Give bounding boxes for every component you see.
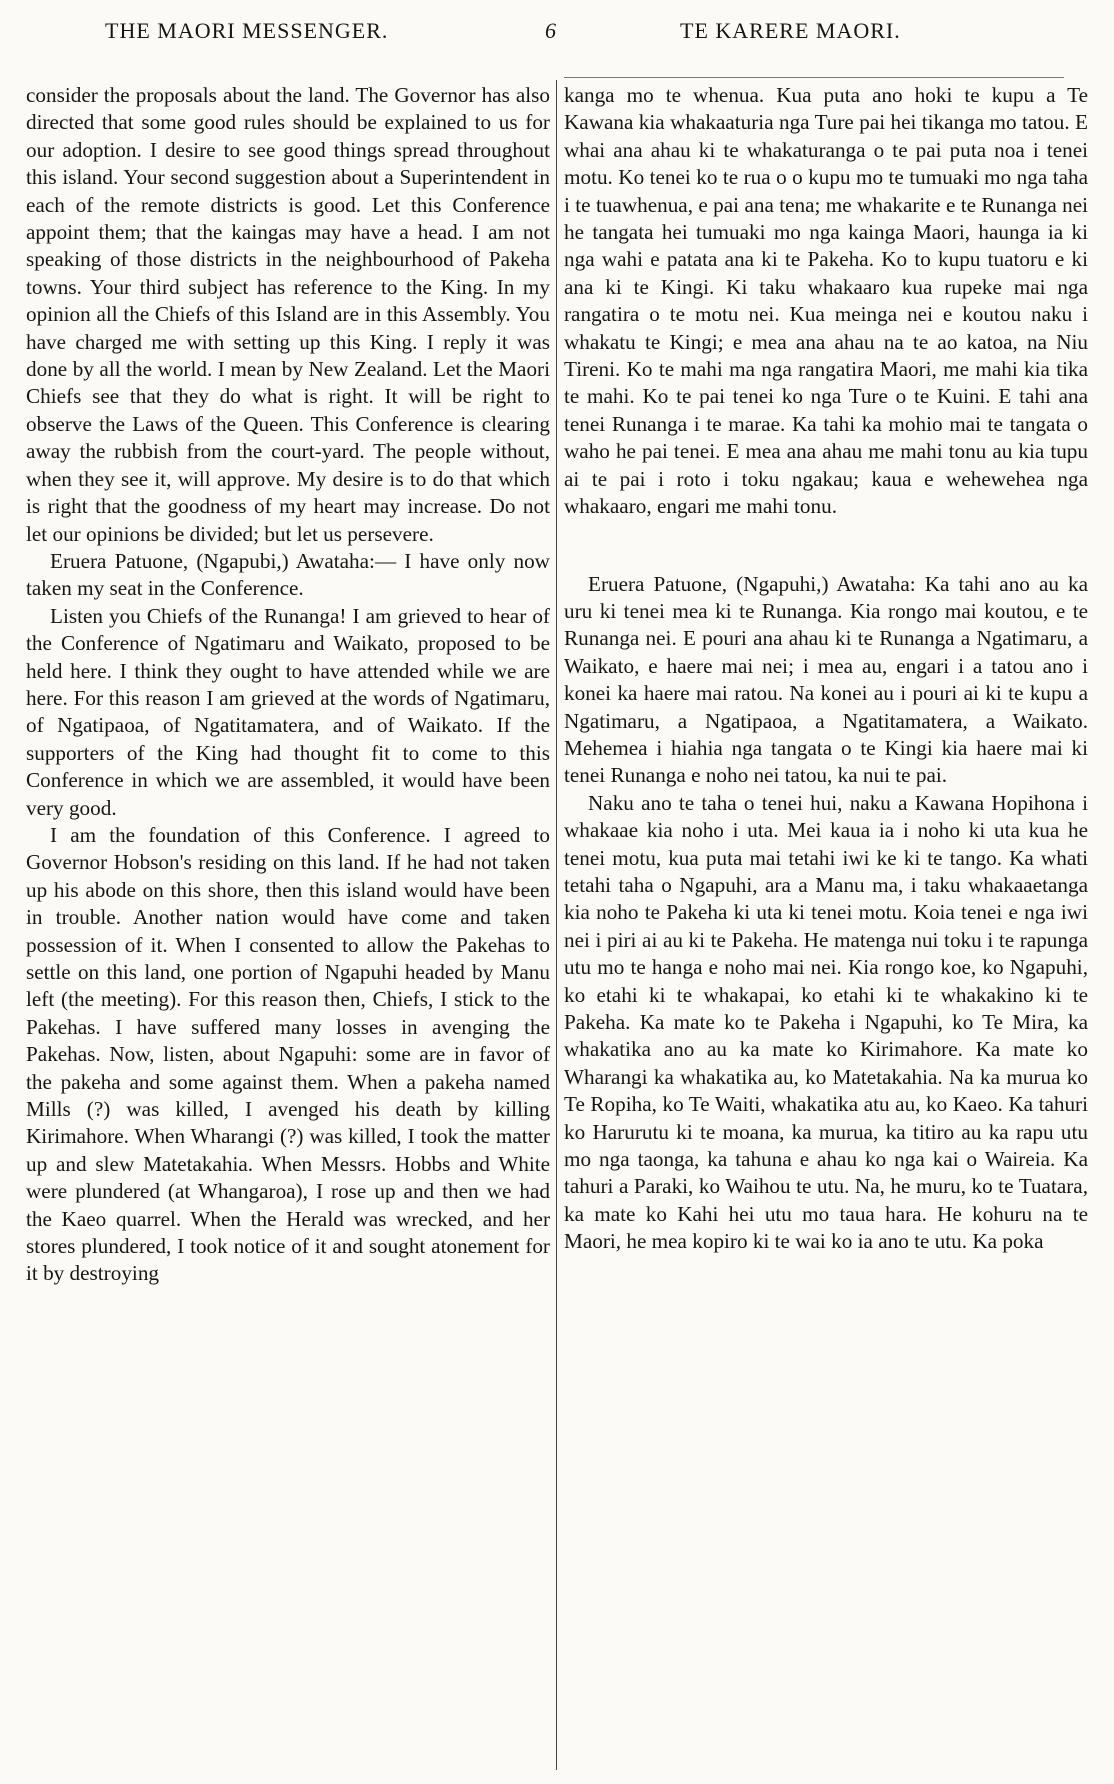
maori-paragraph-1: kanga mo te whenua. Kua puta ano hoki te kupu a Te Kawana kia whakaaturia nga Ture pai hei tikanga mo tatou. E whai ana ahau ki te whakaturanga o te pai puta noa i tenei motu. Ko tenei ko te rua o o kupu mo te tumuaki mo nga taha i te tuawhenua, e pai ana tena; me whakarite e te Runanga nei he tangata hei tumuaki mo nga kainga Maori, haunga ia ki nga wahi e patata ana ki te Pakeha. Ko to kupu tuatoru e ki ana ki te Kingi. Ki taku whakaaro kua rupeke mai nga rangatira o te motu nei. Kua meinga nei e koutou naku i whakatu te Kingi; e mea ana ahau na te ao katoa, na Niu Tireni. Ko te mahi ma nga rangatira Maori, me mahi kia tika te mahi. Ko te pai tenei ko nga Ture o te Kuini. E tahi ana tenei Runanga i te marae. Ka tahi ka mohio mai te tangata o waho he pai tenei. E mea ana ahau me mahi tonu au kia tupu ai te pai i roto i toku ngakau; kaua e wehewehea nga whakaaro, engari me mahi tonu. xyxy=(564,83,1088,519)
english-paragraph-1: consider the proposals about the land. The Governor has also directed that some good rules should be explained to us for our adoption. I desire to see good things spread throughout this island. Your second suggestion about a Superintendent in each of the remote districts is good. Let this Conference appoint them; that the kaingas may have a head. I am not speaking of those districts in the neighbourhood of Pakeha towns. Your third subject has reference to the King. In my opinion all the Chiefs of this Island are in this Assembly. You have charged me with setting up this King. I reply it was done by all the world. I mean by New Zealand. Let the Maori Chiefs see that they do what is right. It will be right to observe the Laws of the Queen. This Conference is clearing away the rubbish from the court-yard. The people without, when they see it, will approve. My desire is to do that which is right that the goodness of my heart may increase. Do not let our opinions be divided; but let us persevere. xyxy=(26,83,550,546)
english-paragraph-3: Listen you Chiefs of the Runanga! I am grieved to hear of the Conference of Ngatimaru and Waikato, proposed to be held here. I think they ought to have attended while we are here. For this reason I am grieved at the words of Ngatimaru, of Ngatipaoa, of Ngatitamatera, and of Waikato. If the supporters of the King had thought fit to come to this Conference in which we are assembled, it would have been very good. xyxy=(26,603,550,820)
page-number: 6 xyxy=(545,18,557,43)
page-header xyxy=(0,18,1114,50)
english-paragraph-4: I am the foundation of this Conference. I agreed to Governor Hobson's residing on this land. If he had not taken up his abode on this shore, then this island would have been in trouble. Another nation would have come and taken possession of it. When I consented to allow the Pakehas to settle on this land, one portion of Ngapuhi headed by Manu left (the meeting). For this reason then, Chiefs, I stick to the Pakehas. I have suffered many losses in avenging the Pakehas. Now, listen, about Ngapuhi: some are in favor of the pakeha and some against them. When a pakeha named Mills (?) was killed, I avenged his death by killing Kirimahore. When Wharangi (?) was killed, I took the matter up and slew Matetakahia. When Messrs. Hobbs and White were plundered (at Whangaroa), I rose up and then we had the Kaeo quarrel. When the Herald was wrecked, and her stores plundered, I took notice of it and sought atonement for it by destroying xyxy=(26,822,550,1286)
maori-column xyxy=(564,82,1088,1256)
top-rule xyxy=(564,77,1064,78)
column-gap xyxy=(564,521,1088,571)
maori-paragraph-3: Naku ano te taha o tenei hui, naku a Kawana Hopihona i whakaae kia noho i uta. Mei kaua ia i noho ki uta kua he tenei motu, kua puta mai tetahi iwi ke ki te tango. Ka whati tetahi taha o Ngapuhi, ara a Manu ma, i taku whakaaetanga kia noho te Pakeha ki uta ki tenei motu. Koia tenei e nga iwi nei i piri ai au ki te Pakeha. He matenga nui toku i te rapunga utu mo te hanga e noho mai nei. Kia rongo koe, ko Ngapuhi, ko etahi ki te whakapai, ko etahi ki te whakakino ki te Pakeha. Ka mate ko te Pakeha i Ngapuhi, ko Te Mira, ka whakatika ano au ka mate ko Kirimahore. Ka mate ko Wharangi ka whakatika au, ko Matetakahia. Na ka murua ko Te Ropiha, ko Te Waiti, whakatika atu au, ko Kaeo. Ka tahuri ko Harurutu ki te moana, ka murua, ka titiro au ka rapu utu mo nga taonga, ka tahuna e ahau ko nga kai o Waireia. Ka tahuri a Paraki, ko Waihou te utu. Na, he muru, ko te Tuatara, ka mate ko Kahi hei utu mo taua hara. He kohuru na te Maori, he mea kopiro ki te wai ko ia ano te utu. Ka poka xyxy=(564,790,1088,1254)
column-divider xyxy=(556,80,557,1770)
header-maori-title: TE KARERE MAORI. xyxy=(680,18,901,43)
english-paragraph-2: Eruera Patuone, (Ngapubi,) Awataha:— I have only now taken my seat in the Conference. xyxy=(26,548,550,601)
english-column xyxy=(26,82,550,1288)
maori-paragraph-2: Eruera Patuone, (Ngapuhi,) Awataha: Ka tahi ano au ka uru ki tenei mea ki te Runanga. Kia rongo mai koutou, e te Runanga nei. E pouri ana ahau ki te Runanga a Ngatimaru, a Waikato, e haere mai nei; i mea au, engari i a tatou ano i konei ka haere mai ratou. Na konei au i pouri ai ki te kupu a Ngatimaru, a Ngatipaoa, a Ngatitamatera, a Waikato. Mehemea i hiahia nga tangata o te Kingi kia haere mai ki tenei Runanga e noho nei tatou, ka nui te pai. xyxy=(564,571,1088,788)
header-english-title: THE MAORI MESSENGER. xyxy=(105,18,389,43)
